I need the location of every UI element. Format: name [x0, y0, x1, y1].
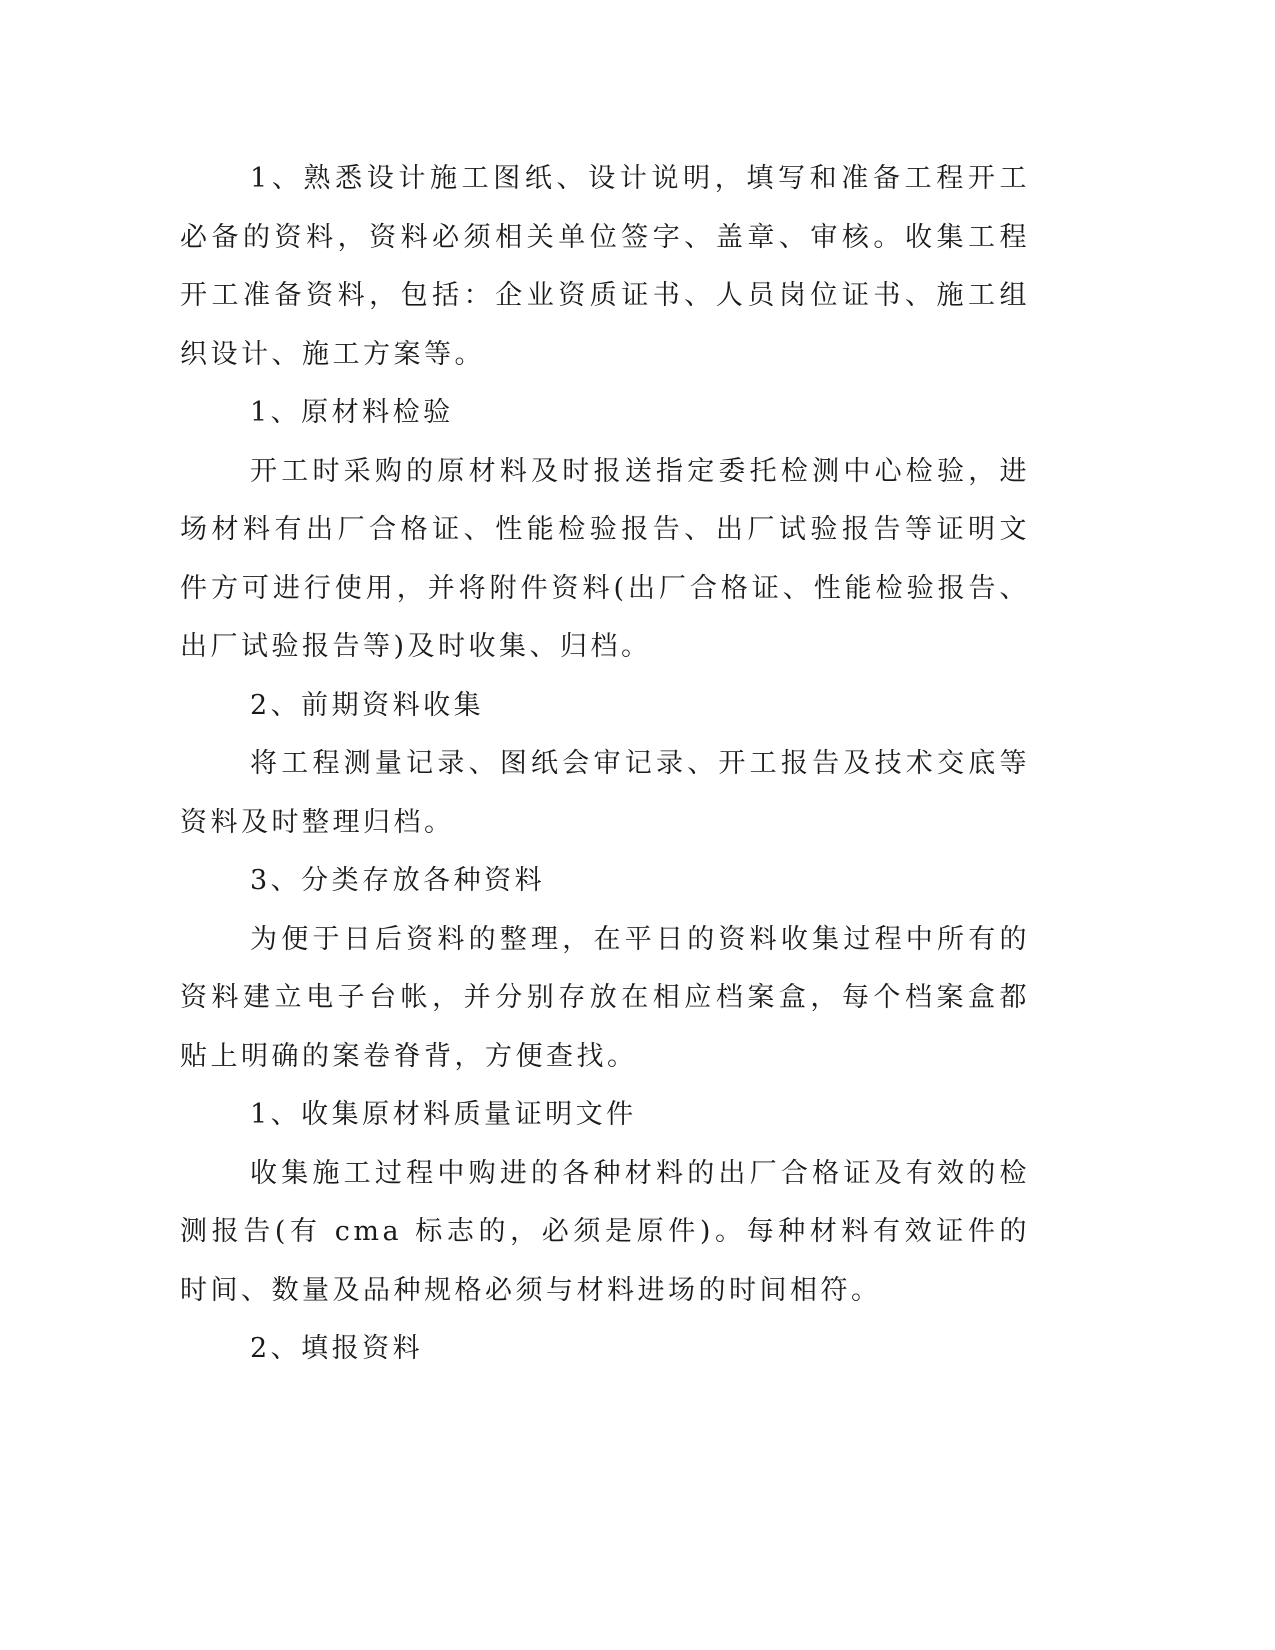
section-heading-quality-certificates: 1、收集原材料质量证明文件 — [250, 1099, 637, 1130]
section-heading-fill-report: 2、填报资料 — [250, 1333, 424, 1364]
paragraph-classified-storage: 为便于日后资料的整理，在平日的资料收集过程中所有的资料建立电子台帐，并分别存放在相应档案盒，每个档案盒都贴上明确的案卷脊背，方便查找。 — [180, 923, 1030, 1072]
paragraph-quality-certificates: 收集施工过程中购进的各种材料的出厂合格证及有效的检测报告(有 cma 标志的，必须是原件)。每种材料有效证件的时间、数量及品种规格必须与材料进场的时间相符。 — [180, 1157, 1030, 1306]
paragraph-intro: 1、熟悉设计施工图纸、设计说明，填写和准备工程开工必备的资料，资料必须相关单位签字、盖章、审核。收集工程开工准备资料，包括：企业资质证书、人员岗位证书、施工组织设计、施工方案等。 — [180, 163, 1030, 370]
section-heading-preliminary-collection: 2、前期资料收集 — [250, 689, 485, 721]
document-page — [180, 150, 1030, 1379]
paragraph-preliminary-collection: 将工程测量记录、图纸会审记录、开工报告及技术交底等资料及时整理归档。 — [180, 748, 1030, 838]
section-heading-classified-storage: 3、分类存放各种资料 — [250, 865, 546, 896]
section-heading-raw-material-inspection: 1、原材料检验 — [250, 397, 454, 428]
paragraph-raw-material-inspection: 开工时采购的原材料及时报送指定委托检测中心检验，进场材料有出厂合格证、性能检验报告、出厂试验报告等证明文件方可进行使用，并将附件资料(出厂合格证、性能检验报告、出厂试验报告等)及时收集、归档。 — [180, 455, 1030, 662]
